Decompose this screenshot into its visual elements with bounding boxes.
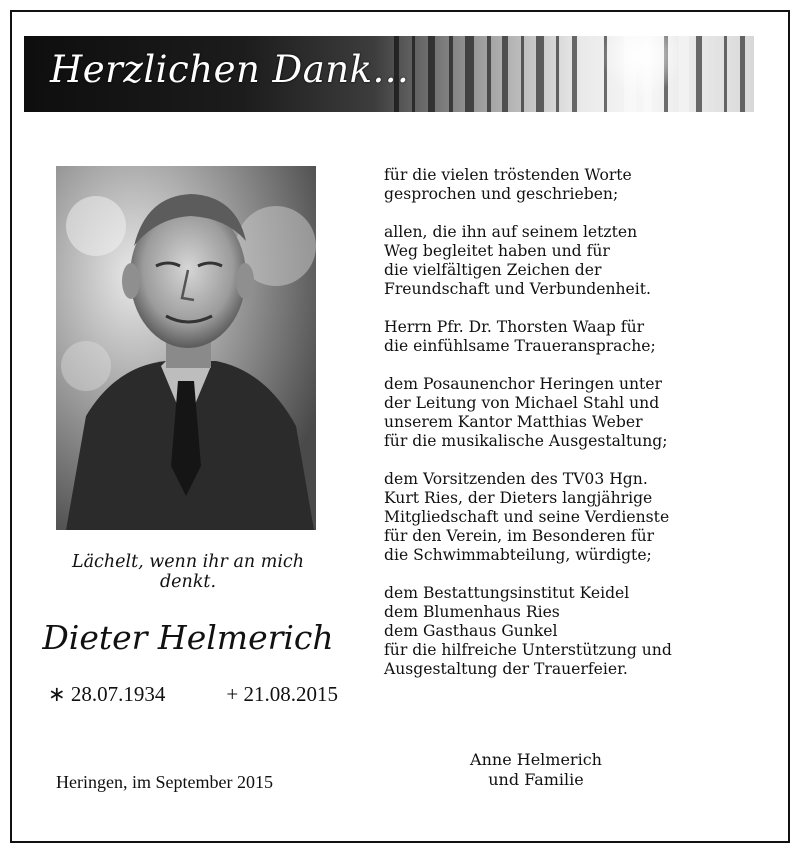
signature (436, 750, 636, 790)
birth-date: ∗ 28.07.1934 (48, 682, 166, 706)
thanks-paragraph: dem Posaunenchor Heringen unter der Leitung von Michael Stahl und unserem Kantor Matthias Weber für die musikalische Ausgestaltung; (384, 375, 668, 450)
life-dates (48, 682, 338, 707)
portrait-caption: Lächelt, wenn ihr an mich denkt. (71, 552, 304, 592)
banner-title: Herzlichen Dank... (50, 48, 410, 91)
thanks-paragraph: für die vielen tröstenden Worte gesprochen und geschrieben; (384, 166, 632, 203)
death-date: + 21.08.2015 (226, 682, 338, 706)
banner (24, 36, 754, 112)
place-and-date: Heringen, im September 2015 (56, 772, 273, 792)
signature-line-2: und Familie (488, 770, 584, 789)
thanks-text (384, 166, 764, 698)
thanks-paragraph: dem Bestattungsinstitut Keidel dem Blumenhaus Ries dem Gasthaus Gunkel für die hilfreiche Unterstützung und Ausgestaltung der Trauerfeier. (384, 584, 672, 678)
portrait-photo (56, 166, 316, 530)
thanks-paragraph: Herrn Pfr. Dr. Thorsten Waap für die einfühlsame Traueransprache; (384, 318, 656, 355)
thanks-paragraph: allen, die ihn auf seinem letzten Weg begleitet haben und für die vielfältigen Zeichen der Freundschaft und Verbundenheit. (384, 223, 651, 298)
thanks-paragraph: dem Vorsitzenden des TV03 Hgn. Kurt Ries, der Dieters langjährige Mitgliedschaft und seine Verdienste für den Verein, im Besonderen für die Schwimmabteilung, würdigte; (384, 470, 670, 564)
signature-line-1: Anne Helmerich (470, 750, 602, 769)
deceased-name: Dieter Helmerich (42, 618, 334, 657)
